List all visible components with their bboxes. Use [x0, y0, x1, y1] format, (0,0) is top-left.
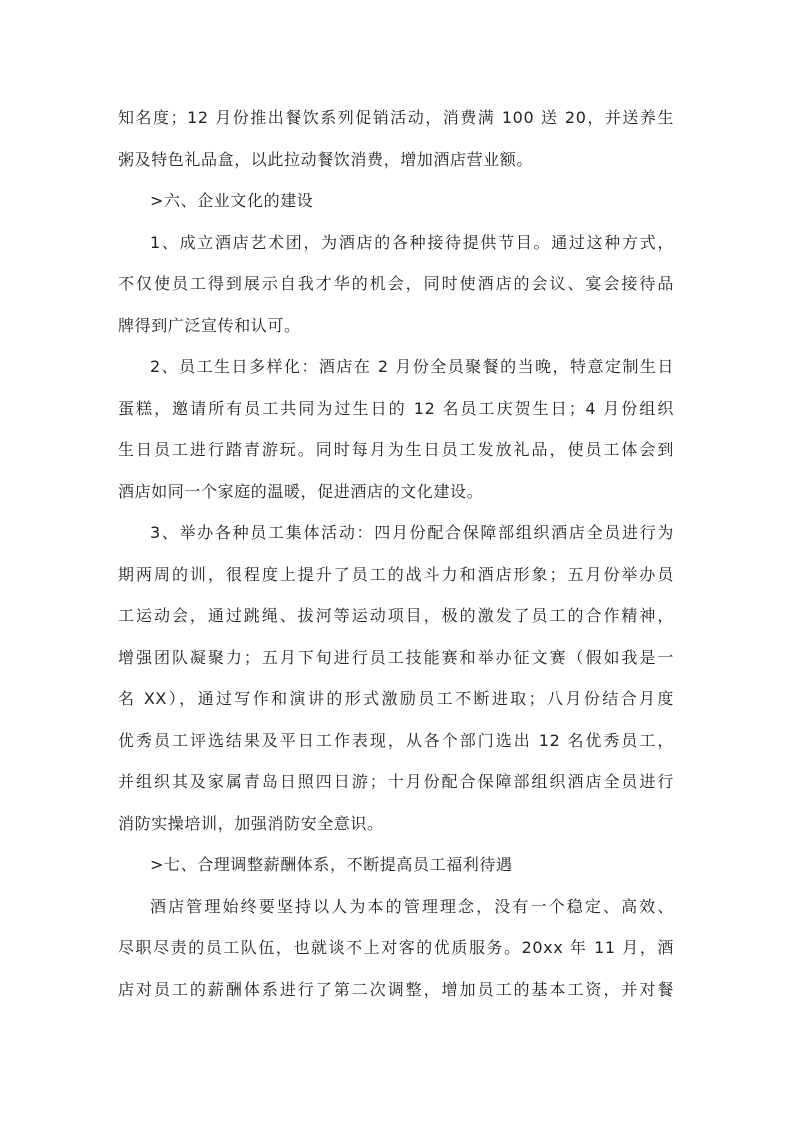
text-line: 粥及特色礼品盒，以此拉动餐饮消费，增加酒店营业额。	[118, 149, 534, 169]
text-line: 期两周的训，很程度上提升了员工的战斗力和酒店形象；五月份举办员	[118, 564, 674, 584]
text-line: 蛋糕，邀请所有员工共同为过生日的 12 名员工庆贺生日；4 月份组织	[118, 398, 674, 418]
text-line: 工运动会，通过跳绳、拔河等运动项目，极的激发了员工的合作精神，	[118, 606, 674, 625]
text-line: 不仅使员工得到展示自我才华的机会，同时使酒店的会议、宴会接待品	[118, 274, 674, 293]
text-line: 2、员工生日多样化：酒店在 2 月份全员聚餐的当晚，特意定制生日	[150, 357, 674, 376]
text-line: 并组织其及家属青岛日照四日游；十月份配合保障部组织酒店全员进行	[118, 772, 674, 791]
text-line: 生日员工进行踏青游玩。同时每月为生日员工发放礼品，使员工体会到	[118, 440, 674, 459]
text-line: 知名度；12 月份推出餐饮系列促销活动，消费满 100 送 20，并送养生	[118, 108, 674, 127]
section-heading-7: >七、合理调整薪酬体系，不断提高员工福利待遇	[150, 855, 513, 874]
text-line: 优秀员工评选结果及平日工作表现，从各个部门选出 12 名优秀员工，	[118, 730, 674, 750]
text-line: 牌得到广泛宣传和认可。	[118, 315, 301, 335]
text-line: 尽职尽责的员工队伍，也就谈不上对客的优质服务。20xx 年 11 月，酒	[118, 938, 674, 957]
text-line: 增强团队凝聚力；五月下旬进行员工技能赛和举办征文赛（假如我是一	[118, 647, 674, 667]
text-line: 3、举办各种员工集体活动：四月份配合保障部组织酒店全员进行为	[150, 523, 674, 542]
text-line: 酒店如同一个家庭的温暖，促进酒店的文化建设。	[118, 481, 484, 501]
text-line: 名 XX），通过写作和演讲的形式激励员工不断进取；八月份结合月度	[118, 689, 674, 708]
text-line: 酒店管理始终要坚持以人为本的管理理念，没有一个稳定、高效、	[150, 896, 674, 916]
text-line: 消防实操培训，加强消防安全意识。	[118, 813, 384, 833]
text-line: 店对员工的薪酬体系进行了第二次调整，增加员工的基本工资，并对餐	[118, 979, 674, 999]
section-heading-6: >六、企业文化的建设	[150, 191, 314, 210]
text-line: 1、成立酒店艺术团，为酒店的各种接待提供节目。通过这种方式，	[150, 232, 674, 252]
document-body	[118, 97, 674, 1010]
